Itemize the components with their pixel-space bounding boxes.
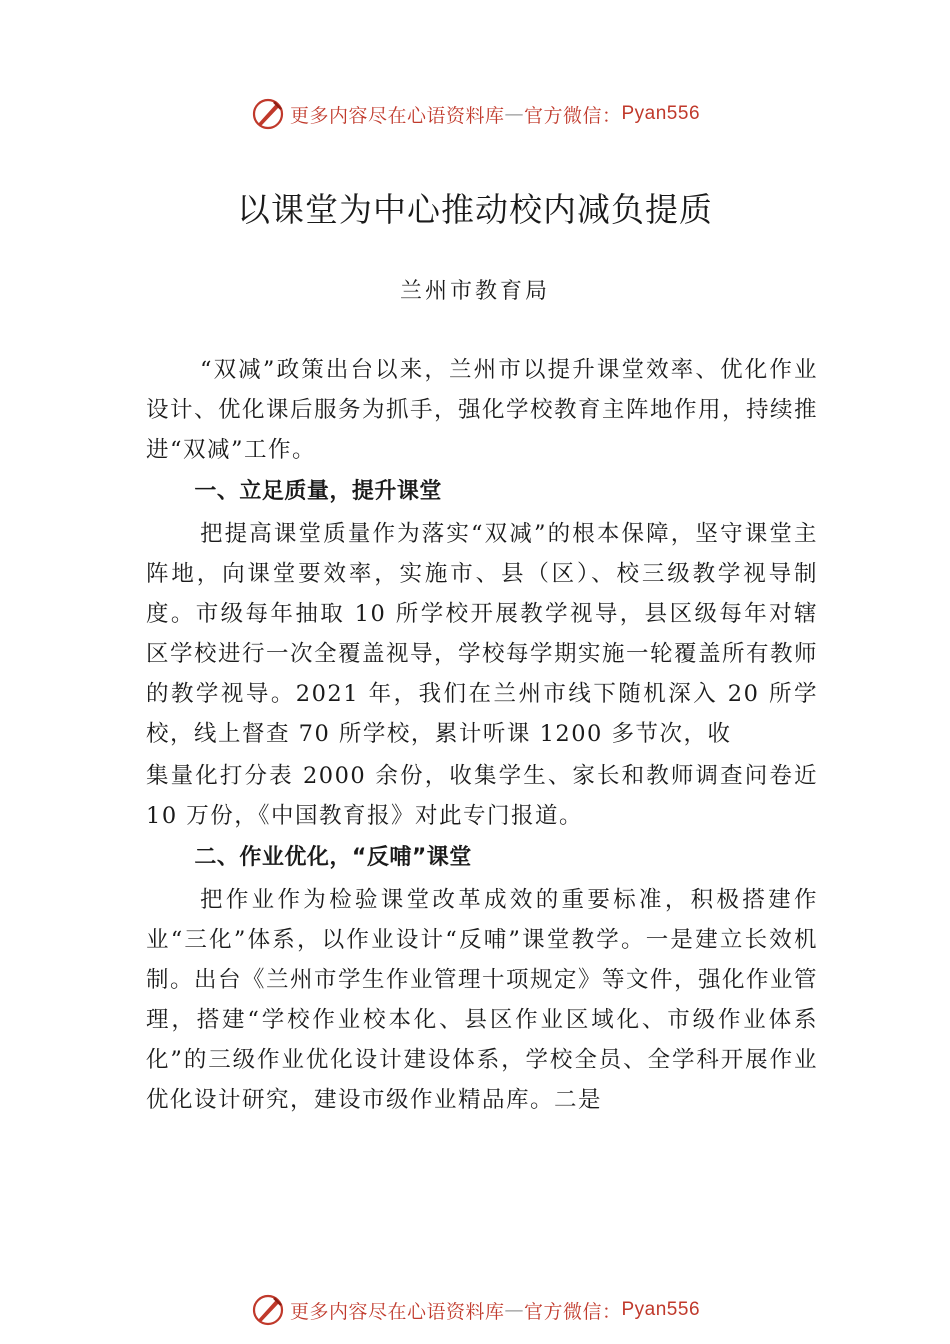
banner-promo-text: 更多内容尽在心语资料库	[289, 104, 505, 127]
document-body	[146, 350, 818, 1120]
header-banner	[0, 94, 950, 134]
document-title: 以课堂为中心推动校内减负提质	[237, 190, 713, 229]
banner-wechat-label: 官方微信：	[523, 1300, 622, 1323]
section-2-paragraph: 把作业作为检验课堂改革成效的重要标准，积极搭建作业“三化”体系，以作业设计“反哺”课堂教学。一是建立长效机制。出台《兰州市学生作业管理十项规定》等文件，强化作业管理，搭建“学校作业校本化、县区作业区域化、市级作业体系化”的三级作业优化设计建设体系，学校全员、全学科开展作业优化设计研究，建设市级作业精品库。二是	[146, 887, 819, 1113]
document-author: 兰州市教育局	[399, 279, 550, 304]
intro-paragraph: “双减”政策出台以来，兰州市以提升课堂效率、优化作业设计、优化课后服务为抓手，强化学校教育主阵地作用，持续推进“双减”工作。	[146, 357, 819, 463]
section-2-heading: 二、作业优化，“反哺”课堂	[194, 845, 472, 870]
banner-wechat-handle: Pyan556	[621, 103, 701, 124]
section-1-paragraph-continued: 集量化打分表 2000 余份，收集学生、家长和教师调查问卷近 10 万份，《中国教育报》对此专门报道。	[146, 763, 818, 829]
banner-promo-text: 更多内容尽在心语资料库	[289, 1300, 505, 1323]
quill-pen-logo-icon	[250, 1292, 286, 1328]
section-1-paragraph: 把提高课堂质量作为落实“双减”的根本保障，坚守课堂主阵地，向课堂要效率，实施市、县（区）、校三级教学视导制度。市级每年抽取 10 所学校开展教学视导，县区级每年对辖区学校进行一次全覆盖视导，学校每学期实施一轮覆盖所有教师的教学视导。2021 年，我们在兰州市线下随机深入 20 所学校，线上督查 70 所学校，累计听课 1200 多节次，收	[146, 521, 819, 747]
banner-wechat-handle: Pyan556	[621, 1299, 701, 1320]
quill-pen-logo-icon	[250, 96, 286, 132]
section-1-heading: 一、立足质量，提升课堂	[194, 479, 442, 504]
banner-wechat-label: 官方微信：	[523, 104, 622, 127]
footer-banner	[0, 1290, 950, 1330]
banner-dash: —	[504, 103, 524, 125]
banner-dash: —	[504, 1299, 524, 1321]
